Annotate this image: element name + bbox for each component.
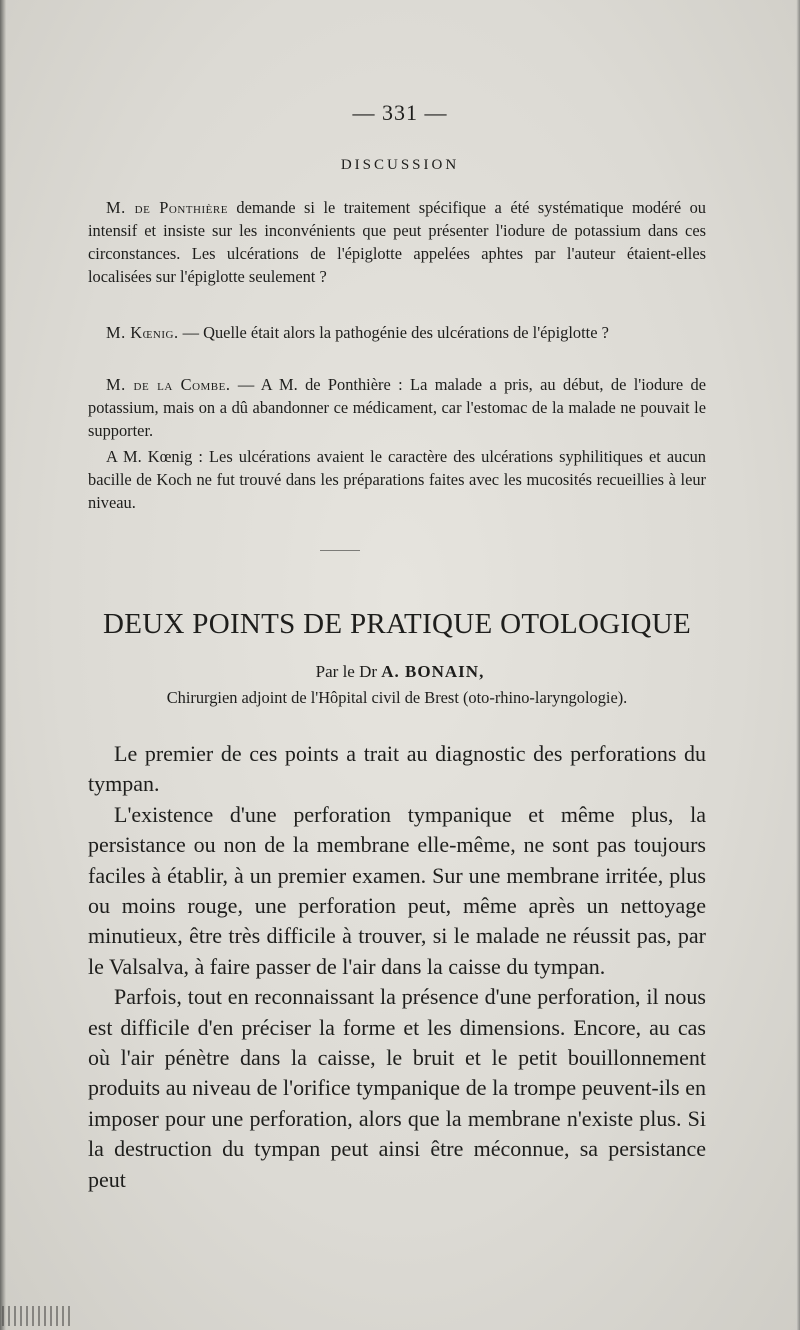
page-number: — 331 —: [352, 100, 448, 125]
discussion-paragraph: [88, 373, 706, 442]
article-title: DEUX POINTS DE PRATIQUE OTOLOGIQUE: [102, 608, 692, 640]
author-name: A. BONAIN,: [381, 662, 485, 681]
library-stamp-mark: [2, 1306, 72, 1326]
body-paragraph: L'existence d'une perforation tympanique et même plus, la persistance ou non de la membrane elle-même, ne sont pas toujours faciles à établir, à un premier examen. Sur une membrane irritée, plus ou moins rouge, une perforation peut, même après un nettoyage minutieux, être très difficile à trouver, si le malade ne réussit pas, par le Valsalva, à faire passer de l'air dans la caisse du tympan.: [88, 801, 706, 979]
article-body: [88, 739, 706, 1195]
paragraph-text: demande si le traitement spécifique a été systématique modéré ou intensif et insiste sur les inconvénients que peut présenter l'iodure de potassium dans ces circonstances. Les ulcérations de l'épiglotte appelées aphtes par l'auteur étaient-elles localisées sur l'épiglotte seulement ?: [88, 198, 706, 286]
section-separator: [320, 550, 360, 551]
speaker-name: M. Kœnig.: [106, 323, 179, 342]
paragraph-text: — A M. de Ponthière : La malade a pris, au début, de l'iodure de potassium, mais on a dû abandonner ce médicament, car l'estomac de la malade ne pouvait le supporter.: [88, 375, 706, 440]
discussion-paragraph: [88, 196, 706, 288]
body-paragraph: Parfois, tout en reconnaissant la présence d'une perforation, il nous est difficile d'en préciser la forme et les dimensions. Encore, au cas où l'air pénètre dans la caisse, le bruit et le petit bouillonnement produits au niveau de l'orifice tympanique de la trompe peuvent-ils en imposer pour une perforation, alors que la membrane n'existe plus. Si la destruction du tympan peut ainsi être méconnue, sa persistance peut: [88, 984, 706, 1192]
byline: [0, 662, 800, 682]
speaker-name: M. de Ponthière: [106, 198, 228, 217]
body-paragraph: Le premier de ces points a trait au diagnostic des perforations du tympan.: [88, 741, 706, 797]
discussion-heading: DISCUSSION: [340, 157, 460, 173]
byline-prefix: Par le Dr: [315, 662, 382, 681]
speaker-name: M. de la Combe.: [106, 375, 231, 394]
discussion-paragraph: [88, 445, 706, 514]
discussion-paragraph: [88, 321, 706, 344]
paragraph-text: A M. Kœnig : Les ulcérations avaient le caractère des ulcérations syphilitiques et aucun bacille de Koch ne fut trouvé dans les préparations faites avec les mucosités recueillies à leur niveau.: [88, 447, 706, 512]
author-affiliation: Chirurgien adjoint de l'Hôpital civil de Brest (oto-rhino-laryngologie).: [166, 688, 628, 707]
paragraph-text: — Quelle était alors la pathogénie des ulcérations de l'épiglotte ?: [178, 323, 609, 342]
